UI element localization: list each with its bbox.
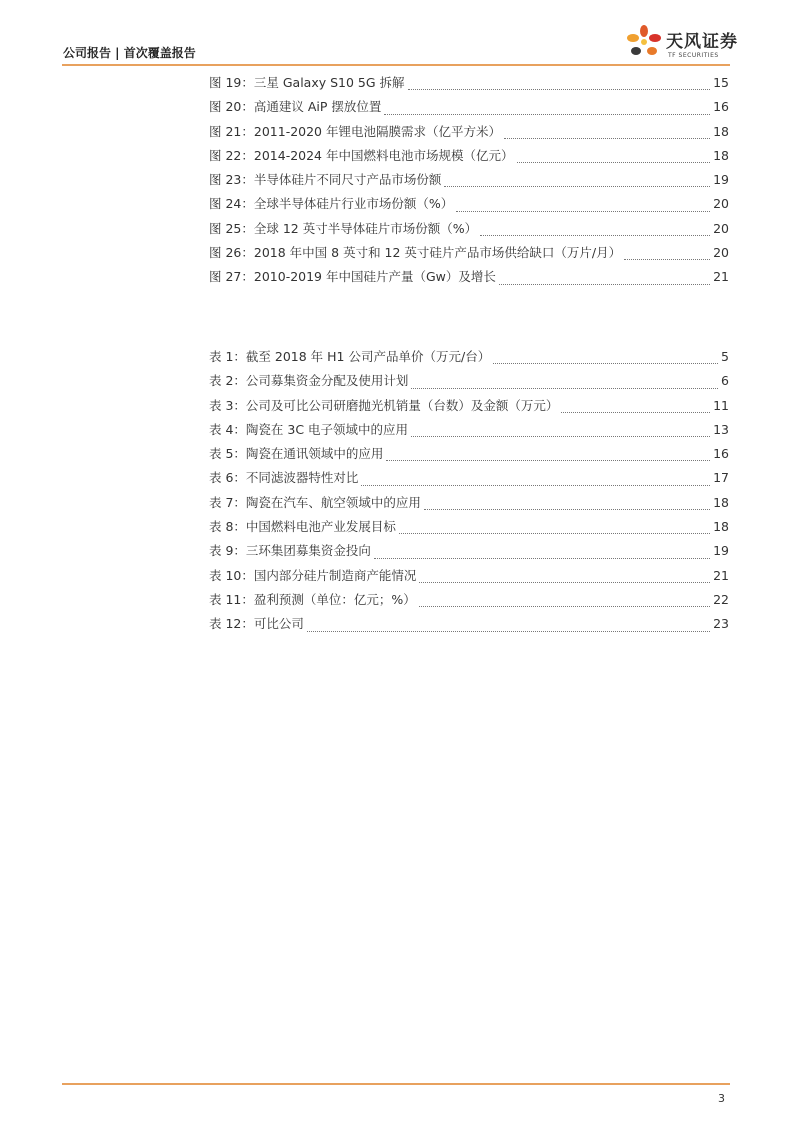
- company-logo: [622, 22, 738, 64]
- entry-label: 表 1：截至 2018 年 H1 公司产品单价（万元/台）: [209, 349, 491, 364]
- toc-entry[interactable]: [209, 194, 729, 218]
- entry-label: 图 19：三星 Galaxy S10 5G 拆解: [209, 75, 405, 90]
- dot-leader: [624, 258, 710, 260]
- dot-leader: [386, 459, 710, 461]
- entry-label: 图 24：全球半导体硅片行业市场份额（%）: [209, 196, 454, 212]
- dot-leader: [307, 630, 710, 632]
- toc-entry[interactable]: [209, 170, 729, 194]
- entry-label: 表 6：不同滤波器特性对比: [209, 470, 359, 486]
- entry-label: 图 21：2011-2020 年锂电池隔膜需求（亿平方米）: [209, 123, 501, 139]
- toc-entry[interactable]: [209, 444, 729, 468]
- entry-page-number: 20: [713, 220, 729, 236]
- entry-label: 表 8：中国燃料电池产业发展目标: [209, 519, 396, 535]
- dot-leader: [480, 234, 710, 236]
- entry-label: 图 26：2018 年中国 8 英寸和 12 英寸硅片产品市场供给缺口（万片/月）: [209, 245, 622, 261]
- entry-page-number: 18: [713, 147, 729, 163]
- table-index-list: [209, 347, 729, 639]
- entry-label: 表 3：公司及可比公司研磨抛光机销量（台数）及金额（万元）: [209, 397, 559, 413]
- toc-entry[interactable]: [209, 590, 729, 614]
- entry-page-number: 16: [713, 99, 729, 115]
- entry-page-number: 15: [713, 75, 729, 90]
- dot-leader: [444, 185, 710, 187]
- dot-leader: [493, 362, 718, 364]
- entry-label: 图 27：2010-2019 年中国硅片产量（Gw）及增长: [209, 269, 496, 285]
- entry-page-number: 19: [713, 172, 729, 188]
- entry-page-number: 18: [713, 123, 729, 139]
- dot-leader: [411, 435, 710, 437]
- header-divider: [62, 64, 730, 66]
- dot-leader: [408, 88, 711, 90]
- toc-entry[interactable]: [209, 396, 729, 420]
- entry-page-number: 20: [713, 245, 729, 261]
- entry-page-number: 21: [713, 567, 729, 583]
- dot-leader: [374, 557, 710, 559]
- dot-leader: [411, 387, 718, 389]
- toc-entry[interactable]: [209, 517, 729, 541]
- toc-entry[interactable]: [209, 267, 729, 291]
- dot-leader: [517, 161, 711, 163]
- logo-text-en: TF SECURITIES: [668, 52, 719, 59]
- entry-label: 图 22：2014-2024 年中国燃料电池市场规模（亿元）: [209, 147, 514, 163]
- dot-leader: [419, 581, 710, 583]
- entry-label: 图 25：全球 12 英寸半导体硅片市场份额（%）: [209, 220, 478, 236]
- entry-page-number: 19: [713, 543, 729, 559]
- dot-leader: [399, 532, 710, 534]
- dot-leader: [384, 113, 710, 115]
- entry-page-number: 5: [721, 349, 729, 364]
- report-type-title: 公司报告 | 首次覆盖报告: [63, 46, 196, 60]
- toc-entry[interactable]: [209, 146, 729, 170]
- dot-leader: [361, 484, 710, 486]
- entry-label: 表 5：陶瓷在通讯领域中的应用: [209, 446, 384, 462]
- toc-entry[interactable]: [209, 420, 729, 444]
- page-number: 3: [718, 1092, 725, 1105]
- entry-label: 表 12：可比公司: [209, 616, 304, 632]
- entry-page-number: 16: [713, 446, 729, 462]
- toc-entry[interactable]: [209, 468, 729, 492]
- toc-entry[interactable]: [209, 97, 729, 121]
- dot-leader: [504, 137, 710, 139]
- dot-leader: [561, 411, 710, 413]
- footer-divider: [62, 1083, 730, 1085]
- toc-entry[interactable]: [209, 243, 729, 267]
- toc-entry[interactable]: [209, 493, 729, 517]
- entry-page-number: 18: [713, 494, 729, 510]
- toc-entry[interactable]: [209, 122, 729, 146]
- entry-page-number: 21: [713, 269, 729, 285]
- toc-entry[interactable]: [209, 614, 729, 638]
- entry-page-number: 20: [713, 196, 729, 212]
- toc-entry[interactable]: [209, 371, 729, 395]
- toc-entry[interactable]: [209, 219, 729, 243]
- entry-label: 表 2：公司募集资金分配及使用计划: [209, 373, 409, 389]
- dot-leader: [456, 210, 710, 212]
- entry-label: 表 7：陶瓷在汽车、航空领域中的应用: [209, 494, 421, 510]
- toc-entry[interactable]: [209, 541, 729, 565]
- toc-entry[interactable]: [209, 566, 729, 590]
- entry-page-number: 13: [713, 421, 729, 437]
- entry-label: 表 4：陶瓷在 3C 电子领域中的应用: [209, 421, 409, 437]
- dot-leader: [424, 508, 710, 510]
- entry-page-number: 17: [713, 470, 729, 486]
- entry-page-number: 11: [713, 397, 729, 413]
- dot-leader: [499, 283, 710, 285]
- entry-page-number: 6: [721, 373, 729, 389]
- entry-page-number: 23: [713, 616, 729, 632]
- flower-logo-icon: [622, 22, 666, 64]
- logo-text-cn: 天风证券: [666, 32, 738, 52]
- entry-label: 图 23：半导体硅片不同尺寸产品市场份额: [209, 172, 442, 188]
- entry-page-number: 22: [713, 591, 729, 607]
- dot-leader: [419, 605, 710, 607]
- figure-index-list: [209, 73, 729, 292]
- entry-label: 表 11：盈利预测（单位：亿元；%）: [209, 591, 416, 607]
- entry-page-number: 18: [713, 519, 729, 535]
- entry-label: 表 9：三环集团募集资金投向: [209, 543, 371, 559]
- entry-label: 表 10：国内部分硅片制造商产能情况: [209, 567, 417, 583]
- toc-entry[interactable]: [209, 347, 729, 371]
- toc-entry[interactable]: [209, 73, 729, 97]
- entry-label: 图 20：高通建议 AiP 摆放位置: [209, 99, 382, 115]
